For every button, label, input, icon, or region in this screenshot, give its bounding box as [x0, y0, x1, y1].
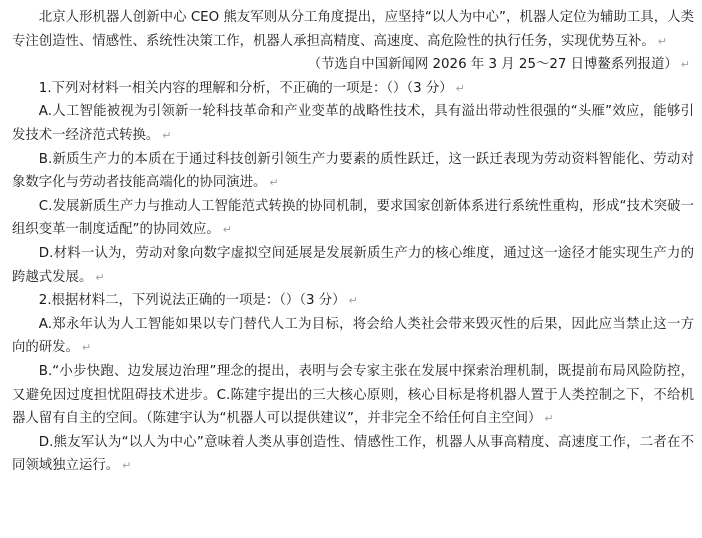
- question-1-option-b: [12, 148, 694, 195]
- source-citation: [12, 53, 694, 77]
- paragraph-mark-icon: ↵: [122, 459, 132, 473]
- option-text: A.人工智能被视为引领新一轮科技革命和产业变革的战略性技术，具有溢出带动性很强的“头雁”效应，能够引发技术一经济范式转换。: [12, 104, 694, 143]
- question-1-option-a: [12, 100, 694, 147]
- option-text: D.熊友军认为“以人为中心”意味着人类从事创造性、情感性工作，机器人从事高精度、高速度工作，二者在不同领域独立运行。: [12, 434, 694, 474]
- paragraph-mark-icon: ↵: [162, 128, 172, 142]
- question-1-stem: [12, 77, 694, 101]
- paragraph-mark-icon: ↵: [455, 81, 465, 95]
- paragraph-mark-icon: ↵: [269, 176, 279, 190]
- option-text: A.郑永年认为人工智能如果以专门替代人工为目标，将会给人类社会带来毁灭性的后果，因此应当禁止这一方向的研发。: [12, 316, 694, 356]
- paragraph-mark-icon: ↵: [657, 34, 667, 48]
- intro-paragraph: [12, 6, 694, 53]
- paragraph-mark-icon: ↵: [81, 341, 92, 355]
- option-text: B.“小步快跑、边发展边治理”理念的提出，表明与会专家主张在发展中探索治理机制，既提前布局风险防控，又避免因过度担忧阻碍技术进步。C.陈建宇提出的三大核心原则，核心目标是将机器人置于人类控制之下，不给机器人留有自主的空间。（陈建宇认为“机器人可以提供建议”，并非完全不给任何自主空间）: [12, 363, 694, 427]
- question-2-option-b-c: [12, 360, 694, 431]
- option-text: C.发展新质生产力与推动人工智能范式转换的协同机制，要求国家创新体系进行系统性重构，形成“技术突破一组织变革一制度适配”的协同效应。: [12, 198, 694, 238]
- question-1-option-d: [12, 242, 694, 289]
- question-2-stem-text: 2.根据材料二，下列说法正确的一项是：（）（3 分）: [38, 293, 346, 309]
- option-text: B.新质生产力的本质在于通过科技创新引领生产力要素的质性跃迁，这一跃迁表现为劳动资料智能化、劳动对象数字化与劳动者技能高端化的协同演进。: [12, 151, 694, 191]
- intro-text: 北京人形机器人创新中心 CEO 熊友军则从分工角度提出，应坚持“以人为中心”，机器人定位为辅助工具，人类专注创造性、情感性、系统性决策工作，机器人承担高精度、高速度、高危险性的执行任务，实现优势互补。: [12, 10, 694, 49]
- paragraph-mark-icon: ↵: [95, 270, 105, 284]
- question-2-stem: [12, 289, 694, 313]
- source-text: （节选自中国新闻网 2026 年 3 月 25～27 日博鳌系列报道）: [307, 57, 678, 73]
- paragraph-mark-icon: ↵: [222, 223, 233, 237]
- question-1-stem-text: 1.下列对材料一相关内容的理解和分析，不正确的一项是：（）（3 分）: [38, 80, 453, 96]
- question-1-option-c: [12, 195, 694, 242]
- paragraph-mark-icon: ↵: [680, 58, 690, 72]
- option-text: D.材料一认为，劳动对象向数字虚拟空间延展是发展新质生产力的核心维度，通过这一途径才能实现生产力的跨越式发展。: [12, 245, 694, 285]
- paragraph-mark-icon: ↵: [348, 294, 358, 308]
- question-2-option-d: [12, 431, 694, 478]
- question-2-option-a: [12, 313, 694, 360]
- paragraph-mark-icon: ↵: [544, 412, 554, 426]
